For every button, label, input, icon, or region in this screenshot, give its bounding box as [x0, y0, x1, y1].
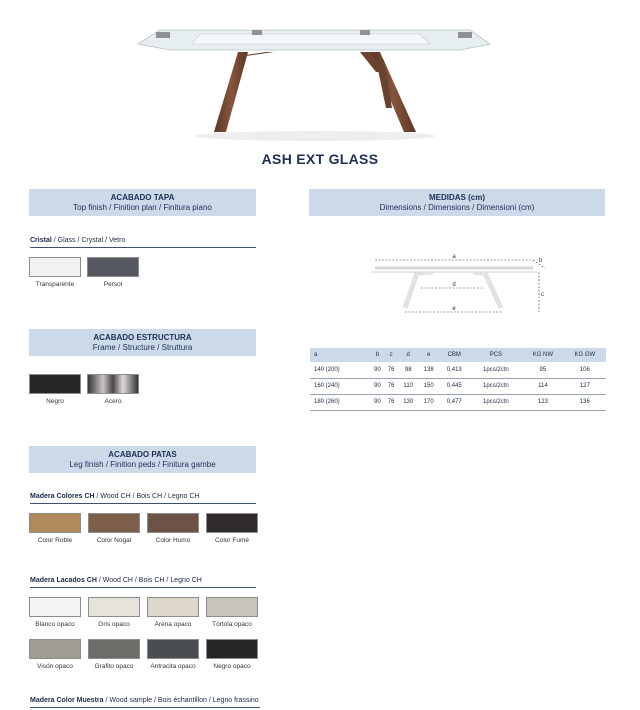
wood-colors-group-label: Madera Colores CH / Wood CH / Bois CH / Legno CH — [30, 492, 256, 504]
swatch-caption: Negro — [46, 398, 64, 405]
table-row — [310, 362, 606, 378]
swatch-chip — [206, 639, 258, 659]
dimensions-subtitle: Dimensions / Dimensions / Dimensioni (cm) — [379, 203, 535, 212]
swatch-chip — [147, 597, 199, 617]
table-cell: 95 — [522, 362, 564, 378]
col-header: a — [310, 348, 371, 362]
swatch-caption: Acero — [104, 398, 122, 405]
table-header-row — [310, 348, 606, 362]
wood-lacquer-swatches — [29, 597, 257, 671]
table-cell: 98 — [398, 362, 418, 378]
col-header: d — [398, 348, 418, 362]
swatch-tortola-opaco[interactable] — [206, 597, 258, 629]
col-header: b — [371, 348, 385, 362]
swatch-antracita-opaco[interactable] — [147, 639, 199, 671]
col-header: c — [384, 348, 398, 362]
swatch-caption: Color Fumé — [215, 537, 249, 544]
structure-swatches — [29, 374, 139, 406]
wood-lacquer-group-label: Madera Lacados CH / Wood CH / Bois CH / Legno CH — [30, 576, 256, 588]
swatch-chip — [88, 513, 140, 533]
diagram-label-c: c — [541, 292, 544, 298]
col-header: e — [418, 348, 438, 362]
table-cell: 114 — [522, 378, 564, 394]
swatch-vison-opaco[interactable] — [29, 639, 81, 671]
swatch-chip — [29, 374, 81, 394]
swatch-caption: Persol — [103, 281, 123, 288]
swatch-caption: Negro opaco — [213, 663, 251, 670]
glass-swatches — [29, 257, 139, 289]
swatch-chip — [29, 257, 81, 277]
structure-finish-subtitle: Frame / Structure / Struttura — [92, 343, 193, 352]
top-finish-subtitle: Top finish / Finition plan / Finitura piano — [73, 203, 212, 212]
table-cell: 127 — [564, 378, 606, 394]
table-cell: 140 (200) — [310, 362, 371, 378]
col-header: KG NW — [522, 348, 564, 362]
swatch-chip — [88, 597, 140, 617]
swatch-caption: Antracita opaco — [150, 663, 196, 670]
product-title: ASH EXT GLASS — [261, 151, 379, 167]
swatch-chip — [87, 374, 139, 394]
diagram-label-d: d — [452, 282, 456, 288]
swatch-color-nogal[interactable] — [88, 513, 140, 545]
swatch-caption: Arena opaco — [154, 621, 192, 628]
swatch-caption: Tórtola opaco — [212, 621, 252, 628]
swatch-color-fume[interactable] — [206, 513, 258, 545]
table-cell: 136 — [564, 394, 606, 410]
table-cell: 76 — [384, 394, 398, 410]
table-cell: 150 — [418, 378, 438, 394]
table-cell: 130 — [398, 394, 418, 410]
dimensions-title: MEDIDAS (cm) — [428, 193, 485, 202]
wood-color-swatches — [29, 513, 257, 545]
swatch-caption: Color Nogal — [96, 537, 132, 544]
swatch-color-humo[interactable] — [147, 513, 199, 545]
swatch-gris-opaco[interactable] — [88, 597, 140, 629]
diagram-label-e: e — [452, 306, 456, 312]
dimensions-header — [309, 189, 605, 216]
swatch-caption: Visón opaco — [37, 663, 73, 670]
structure-finish-title: ACABADO ESTRUCTURA — [93, 333, 192, 342]
table-cell: 138 — [418, 362, 438, 378]
table-row — [310, 378, 606, 394]
table-cell: 0,477 — [439, 394, 470, 410]
swatch-caption: Color Roble — [37, 537, 73, 544]
swatch-acero[interactable] — [87, 374, 139, 406]
swatch-caption: Color Humo — [155, 537, 191, 544]
product-image — [130, 20, 500, 145]
swatch-grafito-opaco[interactable] — [88, 639, 140, 671]
swatch-color-roble[interactable] — [29, 513, 81, 545]
swatch-transparente[interactable] — [29, 257, 81, 289]
swatch-negro[interactable] — [29, 374, 81, 406]
swatch-blanco-opaco[interactable] — [29, 597, 81, 629]
table-cell: 0,445 — [439, 378, 470, 394]
swatch-chip — [147, 513, 199, 533]
diagram-label-b: b — [539, 258, 543, 264]
swatch-chip — [88, 639, 140, 659]
wood-sample-group-label: Madera Color Muestra / Wood sample / Bois échantillon / Legno frassino — [30, 696, 260, 708]
swatch-caption: Transparente — [35, 281, 75, 288]
col-header: KG GW — [564, 348, 606, 362]
table-cell: 110 — [398, 378, 418, 394]
diagram-label-a: a — [452, 254, 456, 260]
structure-finish-header — [29, 329, 256, 356]
swatch-chip — [147, 639, 199, 659]
leg-finish-title: ACABADO PATAS — [108, 450, 177, 459]
table-cell: 0,413 — [439, 362, 470, 378]
table-cell: 160 (240) — [310, 378, 371, 394]
leg-finish-header — [29, 446, 256, 473]
table-cell: 90 — [371, 378, 385, 394]
swatch-chip — [29, 513, 81, 533]
table-cell: 106 — [564, 362, 606, 378]
dimensions-table — [310, 348, 606, 411]
top-finish-title: ACABADO TAPA — [110, 193, 175, 202]
swatch-caption: Grafito opaco — [94, 663, 134, 670]
table-cell: 123 — [522, 394, 564, 410]
swatch-chip — [206, 513, 258, 533]
table-cell: 1pcs/2ctn — [470, 394, 523, 410]
table-cell: 1pcs/2ctn — [470, 378, 523, 394]
swatch-chip — [206, 597, 258, 617]
col-header: PCS — [470, 348, 523, 362]
table-cell: 180 (260) — [310, 394, 371, 410]
table-cell: 76 — [384, 362, 398, 378]
table-cell: 90 — [371, 394, 385, 410]
leg-finish-subtitle: Leg finish / Finition peds / Finitura gambe — [69, 460, 216, 469]
col-header: CBM — [439, 348, 470, 362]
dimensions-diagram — [365, 252, 555, 322]
swatch-persol[interactable] — [87, 257, 139, 289]
table-cell: 90 — [371, 362, 385, 378]
table-cell: 170 — [418, 394, 438, 410]
top-finish-header — [29, 189, 256, 216]
swatch-caption: Blanco opaco — [35, 621, 75, 628]
swatch-chip — [29, 597, 81, 617]
swatch-chip — [29, 639, 81, 659]
table-cell: 76 — [384, 378, 398, 394]
swatch-caption: Gris opaco — [98, 621, 130, 628]
table-row — [310, 394, 606, 410]
swatch-chip — [87, 257, 139, 277]
table-cell: 1pcs/2ctn — [470, 362, 523, 378]
swatch-arena-opaco[interactable] — [147, 597, 199, 629]
swatch-negro-opaco[interactable] — [206, 639, 258, 671]
glass-group-label: Cristal / Glass / Crystal / Vetro — [30, 236, 256, 248]
